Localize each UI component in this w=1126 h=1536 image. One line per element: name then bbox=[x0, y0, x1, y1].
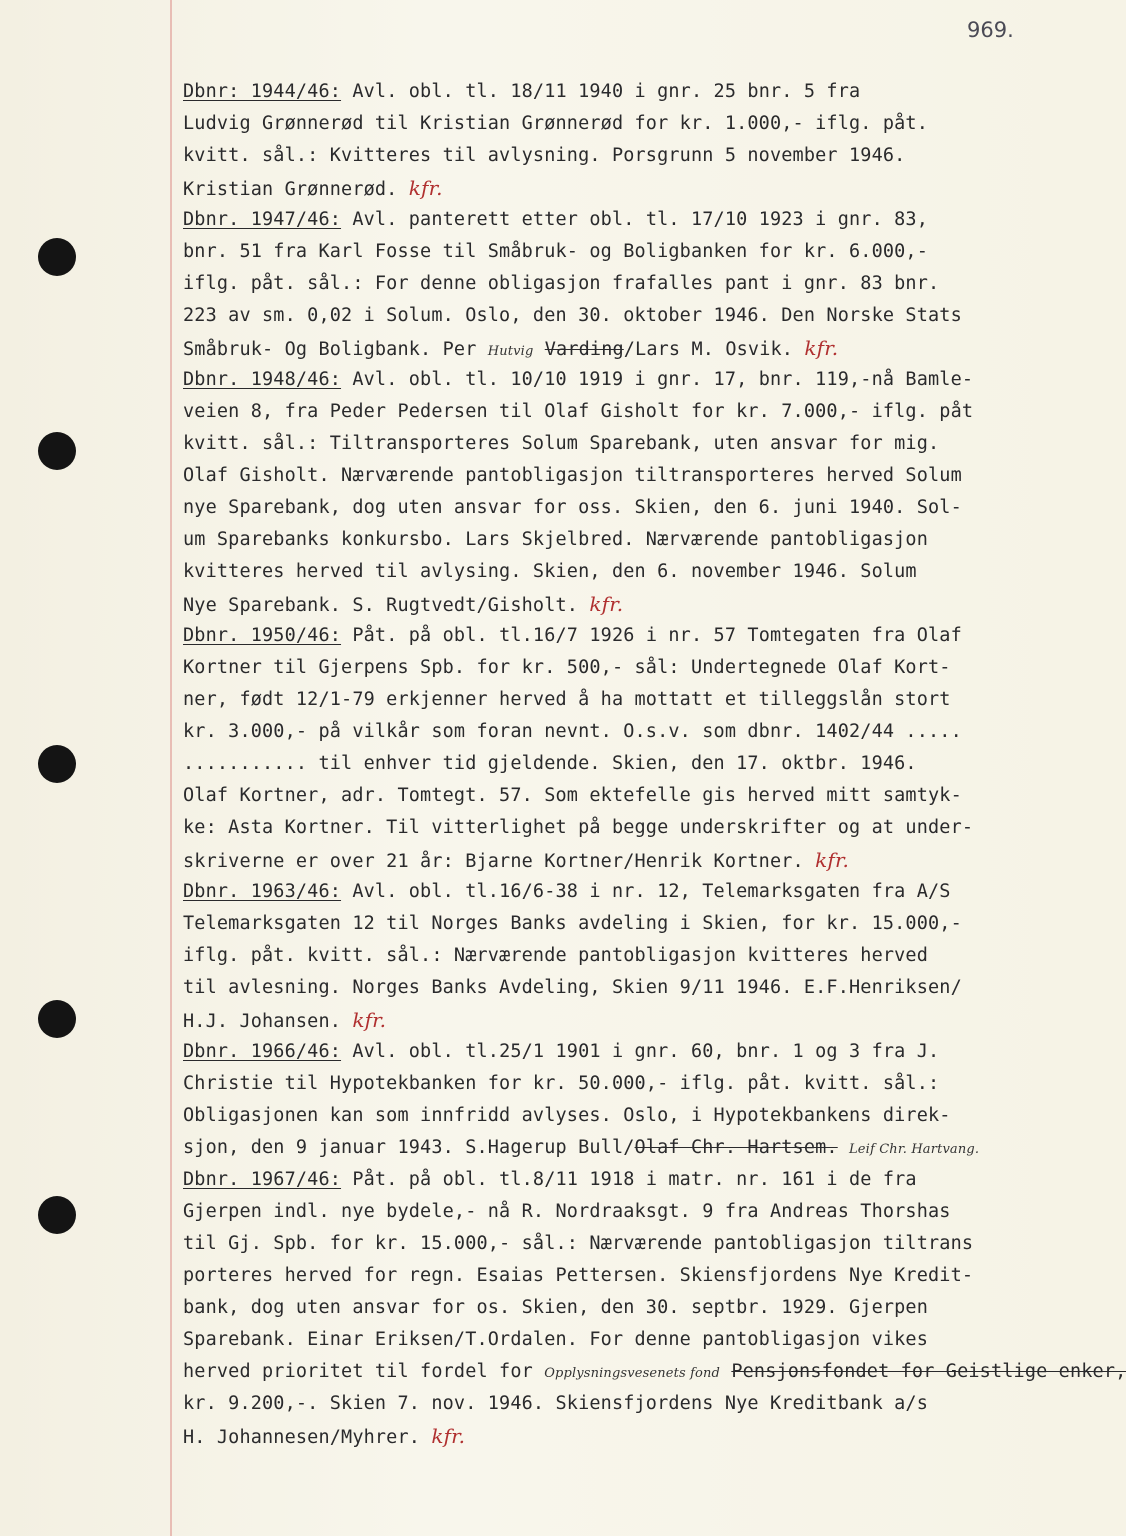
entry-line: kr. 9.200,-. Skien 7. nov. 1946. Skiensfjordens Nye Kreditbank a/s bbox=[183, 1393, 929, 1414]
ledger-text bbox=[183, 76, 1126, 1452]
red-margin-line bbox=[170, 0, 172, 1536]
entry-line: Avl. obl. tl.25/1 1901 i gnr. 60, bnr. 1 og 3 fra J. bbox=[352, 1041, 940, 1062]
entry-line: kvitt. sål.: Kvitteres til avlysning. Porsgrunn 5 november 1946. bbox=[183, 145, 906, 166]
page-number: 969. bbox=[967, 18, 1014, 42]
entry-1944-46 bbox=[183, 76, 1083, 204]
entry-line: herved prioritet til fordel for bbox=[183, 1361, 545, 1382]
entry-line: Olaf Gisholt. Nærværende pantobligasjon tiltransporteres herved Solum bbox=[183, 465, 962, 486]
punch-hole bbox=[38, 238, 76, 276]
entry-line: sjon, den 9 januar 1943. S.Hagerup Bull/ bbox=[183, 1137, 635, 1158]
entry-number: Dbnr. 1950/46: bbox=[183, 625, 342, 646]
entry-line: Avl. obl. tl. 10/10 1919 i gnr. 17, bnr. 119,-nå Bamle- bbox=[352, 369, 974, 390]
entry-number: Dbnr. 1966/46: bbox=[183, 1041, 342, 1062]
entry-line: Ludvig Grønnerød til Kristian Grønnerød for kr. 1.000,- iflg. påt. bbox=[183, 113, 929, 134]
entry-line: veien 8, fra Peder Pedersen til Olaf Gisholt for kr. 7.000,- iflg. påt bbox=[183, 401, 974, 422]
entry-line: iflg. påt. kvitt. sål.: Nærværende pantobligasjon kvitteres herved bbox=[183, 945, 929, 966]
initials-annotation: kfr. bbox=[408, 176, 443, 200]
handwritten-insertion: Leif Chr. Hartvang. bbox=[849, 1142, 980, 1157]
struck-text: Pensjonsfondet for Geistlige enker, bbox=[731, 1361, 1126, 1382]
initials-annotation: kfr. bbox=[431, 1424, 466, 1448]
entry-line: Påt. på obl. tl.16/7 1926 i nr. 57 Tomtegaten fra Olaf bbox=[352, 625, 962, 646]
struck-name: Varding bbox=[544, 339, 624, 360]
entry-1950-46 bbox=[183, 620, 1083, 876]
entry-line: kvitt. sål.: Tiltransporteres Solum Sparebank, uten ansvar for mig. bbox=[183, 433, 940, 454]
punch-hole bbox=[38, 745, 76, 783]
entry-number: Dbnr: 1944/46: bbox=[183, 81, 342, 102]
entry-line: H. Johannesen/Myhrer. bbox=[183, 1427, 421, 1448]
entry-1966-46 bbox=[183, 1036, 1083, 1164]
entry-line: skriverne er over 21 år: Bjarne Kortner/Henrik Kortner. bbox=[183, 851, 804, 872]
entry-1963-46 bbox=[183, 876, 1083, 1036]
entry-line: Telemarksgaten 12 til Norges Banks avdeling i Skien, for kr. 15.000,- bbox=[183, 913, 962, 934]
entry-line: ke: Asta Kortner. Til vitterlighet på begge underskrifter og at under- bbox=[183, 817, 974, 838]
initials-annotation: kfr. bbox=[804, 336, 839, 360]
handwritten-insertion: Opplysningsvesenets fond bbox=[544, 1366, 721, 1381]
entry-number: Dbnr. 1947/46: bbox=[183, 209, 342, 230]
entry-line: iflg. påt. sål.: For denne obligasjon frafalles pant i gnr. 83 bnr. bbox=[183, 273, 940, 294]
struck-name: Olaf Chr. Hartsem. bbox=[634, 1137, 838, 1158]
entry-line: Christie til Hypotekbanken for kr. 50.000,- iflg. påt. kvitt. sål.: bbox=[183, 1073, 940, 1094]
entry-line: ........... til enhver tid gjeldende. Skien, den 17. oktbr. 1946. bbox=[183, 753, 917, 774]
entry-line: Kortner til Gjerpens Spb. for kr. 500,- sål: Undertegnede Olaf Kort- bbox=[183, 657, 951, 678]
entry-line: til Gj. Spb. for kr. 15.000,- sål.: Nærværende pantobligasjon tiltrans bbox=[183, 1233, 974, 1254]
initials-annotation: kfr. bbox=[815, 848, 849, 872]
entry-line: H.J. Johansen. bbox=[183, 1011, 342, 1032]
entry-line: kr. 3.000,- på vilkår som foran nevnt. O.s.v. som dbnr. 1402/44 ..... bbox=[183, 721, 962, 742]
entry-line: bnr. 51 fra Karl Fosse til Småbruk- og Boligbanken for kr. 6.000,- bbox=[183, 241, 929, 262]
entry-line: Nye Sparebank. S. Rugtvedt/Gisholt. bbox=[183, 595, 579, 616]
entry-line: 223 av sm. 0,02 i Solum. Oslo, den 30. oktober 1946. Den Norske Stats bbox=[183, 305, 962, 326]
entry-line: um Sparebanks konkursbo. Lars Skjelbred. Nærværende pantobligasjon bbox=[183, 529, 929, 550]
entry-number: Dbnr. 1948/46: bbox=[183, 369, 342, 390]
entry-line: ner, født 12/1-79 erkjenner herved å ha mottatt et tilleggslån stort bbox=[183, 689, 951, 710]
entry-line: /Lars M. Osvik. bbox=[623, 339, 794, 360]
entry-line: Avl. obl. tl.16/6-38 i nr. 12, Telemarksgaten fra A/S bbox=[352, 881, 951, 902]
entry-number: Dbnr. 1967/46: bbox=[183, 1169, 342, 1190]
entry-line: Avl. obl. tl. 18/11 1940 i gnr. 25 bnr. 5 fra bbox=[352, 81, 861, 102]
punch-hole bbox=[38, 1196, 76, 1234]
entry-line: kvitteres herved til avlysing. Skien, den 6. november 1946. Solum bbox=[183, 561, 917, 582]
initials-annotation: kfr. bbox=[352, 1008, 387, 1032]
punch-hole bbox=[38, 432, 76, 470]
entry-line: Olaf Kortner, adr. Tomtegt. 57. Som ektefelle gis herved mitt samtyk- bbox=[183, 785, 962, 806]
entry-number: Dbnr. 1963/46: bbox=[183, 881, 342, 902]
entry-line: nye Sparebank, dog uten ansvar for oss. Skien, den 6. juni 1940. Sol- bbox=[183, 497, 962, 518]
entry-line: bank, dog uten ansvar for os. Skien, den 30. septbr. 1929. Gjerpen bbox=[183, 1297, 929, 1318]
entry-line: Kristian Grønnerød. bbox=[183, 179, 398, 200]
entry-line: Avl. panterett etter obl. tl. 17/10 1923 i gnr. 83, bbox=[352, 209, 929, 230]
handwritten-insertion: Hutvig bbox=[487, 344, 534, 359]
entry-line: Småbruk- Og Boligbank. Per bbox=[183, 339, 488, 360]
initials-annotation: kfr. bbox=[589, 592, 624, 616]
entry-1947-46 bbox=[183, 204, 1083, 364]
entry-1948-46 bbox=[183, 364, 1083, 620]
entry-line: porteres herved for regn. Esaias Pettersen. Skiensfjordens Nye Kredit- bbox=[183, 1265, 974, 1286]
entry-1967-46 bbox=[183, 1164, 1126, 1452]
entry-line: Obligasjonen kan som innfridd avlyses. Oslo, i Hypotekbankens direk- bbox=[183, 1105, 951, 1126]
entry-line: Sparebank. Einar Eriksen/T.Ordalen. For denne pantobligasjon vikes bbox=[183, 1329, 929, 1350]
entry-line: Gjerpen indl. nye bydele,- nå R. Nordraaksgt. 9 fra Andreas Thorshas bbox=[183, 1201, 951, 1222]
entry-line: til avlesning. Norges Banks Avdeling, Skien 9/11 1946. E.F.Henriksen/ bbox=[183, 977, 962, 998]
punch-hole bbox=[38, 1000, 76, 1038]
entry-line: Påt. på obl. tl.8/11 1918 i matr. nr. 161 i de fra bbox=[352, 1169, 917, 1190]
